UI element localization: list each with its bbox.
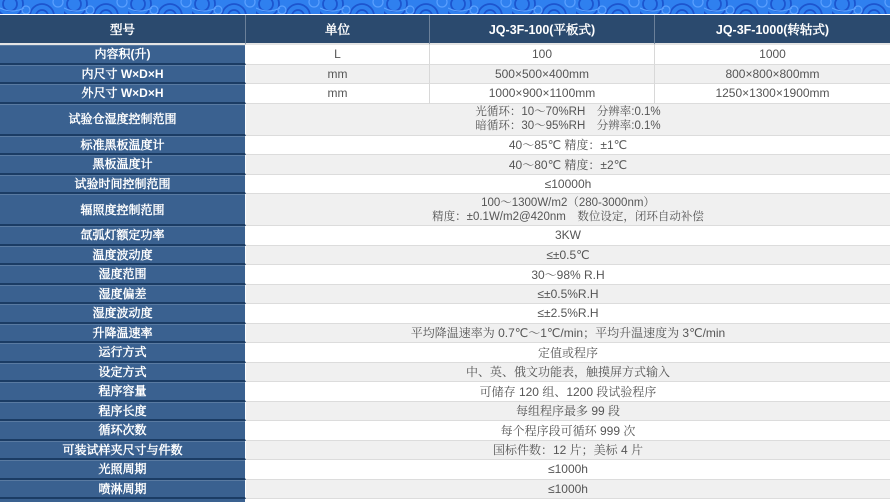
row-label-cell: 运行方式 [0,343,246,363]
spec-row [0,155,890,175]
model2-value-cell: 1000 [655,45,890,65]
merged-value-cell: 平均降温速率为 0.7℃～1℃/min；平均升温速度为 3℃/min [246,324,890,344]
spec-row [0,402,890,422]
merged-value-cell: 中、英、俄文功能表，触摸屏方式输入 [246,363,890,383]
row-label-cell: 试验仓湿度控制范围 [0,104,246,136]
spec-row [0,65,890,85]
value-line: 暗循环：30～95%RH 分辨率:0.1% [475,120,661,132]
spec-row [0,246,890,266]
spec-row [0,104,890,136]
spec-table [0,15,890,502]
value-line: 光循环：10～70%RH 分辨率:0.1% [475,106,661,118]
model2-value-cell: 1250×1300×1900mm [655,84,890,104]
value-line: 精度：±0.1W/m2@420nm 数位设定，闭环自动补偿 [432,210,704,223]
row-label-cell: 湿度范围 [0,265,246,285]
merged-value-cell: 国标件数：12 片；美标 4 片 [246,441,890,461]
merged-value-cell [246,104,890,136]
spec-row [0,460,890,480]
merged-value-cell: 40～80℃ 精度：±2℃ [246,155,890,175]
spec-row [0,304,890,324]
spec-row [0,45,890,65]
spec-row [0,343,890,363]
spec-row [0,265,890,285]
merged-value-cell: ≤1000h [246,460,890,480]
spec-row [0,175,890,195]
spec-row [0,84,890,104]
row-label-cell: 升降温速率 [0,324,246,344]
row-label-cell: 湿度偏差 [0,285,246,305]
value-line: 100～1300W/m2（280-3000nm） [481,196,655,209]
header-unit-col: 单位 [246,15,430,45]
decorative-banner [0,0,890,14]
merged-value-cell: ≤±0.5%R.H [246,285,890,305]
spec-row [0,382,890,402]
merged-value-cell [246,194,890,226]
merged-value-cell: ≤±0.5℃ [246,246,890,266]
header-param-col: 型号 [0,15,246,45]
merged-value-cell: 可储存 120 组、1200 段试验程序 [246,382,890,402]
spec-row [0,480,890,500]
row-label-cell: 设定方式 [0,363,246,383]
model2-value-cell: 800×800×800mm [655,65,890,85]
row-label-cell: 温度波动度 [0,246,246,266]
header-model-1: JQ-3F-100(平板式) [430,15,655,45]
model1-value-cell: 500×500×400mm [430,65,655,85]
table-header-row [0,15,890,45]
spec-row [0,194,890,226]
merged-value-cell: ≤±2.5%R.H [246,304,890,324]
model1-value-cell: 1000×900×1100mm [430,84,655,104]
row-label-cell: 内容积(升) [0,45,246,65]
merged-value-cell: 每组程序最多 99 段 [246,402,890,422]
spec-row [0,285,890,305]
row-label-cell: 喷淋周期 [0,480,246,500]
row-label-cell: 标准黑板温度计 [0,136,246,156]
row-label-cell: 湿度波动度 [0,304,246,324]
unit-value-cell: mm [246,65,430,85]
spec-row [0,421,890,441]
merged-value-cell: 40～85℃ 精度：±1℃ [246,136,890,156]
header-model-2: JQ-3F-1000(转轱式) [655,15,890,45]
row-label-cell: 光照周期 [0,460,246,480]
row-label-cell: 程序容量 [0,382,246,402]
row-label-cell: 外尺寸 W×D×H [0,84,246,104]
row-label-cell: 辐照度控制范围 [0,194,246,226]
row-label-cell: 程序长度 [0,402,246,422]
unit-value-cell: mm [246,84,430,104]
row-label-cell: 内尺寸 W×D×H [0,65,246,85]
merged-value-cell: 定值或程序 [246,343,890,363]
swirl-pattern [0,0,890,14]
row-label-cell: 可装试样夹尺寸与件数 [0,441,246,461]
row-label-cell: 氙弧灯额定功率 [0,226,246,246]
spec-row [0,136,890,156]
model1-value-cell: 100 [430,45,655,65]
row-label-cell: 试验时间控制范围 [0,175,246,195]
spec-row [0,226,890,246]
merged-value-cell: ≤10000h [246,175,890,195]
spec-row [0,441,890,461]
merged-value-cell: 每个程序段可循环 999 次 [246,421,890,441]
merged-value-cell: ≤1000h [246,480,890,500]
spec-row [0,363,890,383]
merged-value-cell: 30～98% R.H [246,265,890,285]
unit-value-cell: L [246,45,430,65]
table-body [0,45,890,499]
merged-value-cell: 3KW [246,226,890,246]
row-label-cell: 黑板温度计 [0,155,246,175]
spec-row [0,324,890,344]
row-label-cell: 循环次数 [0,421,246,441]
